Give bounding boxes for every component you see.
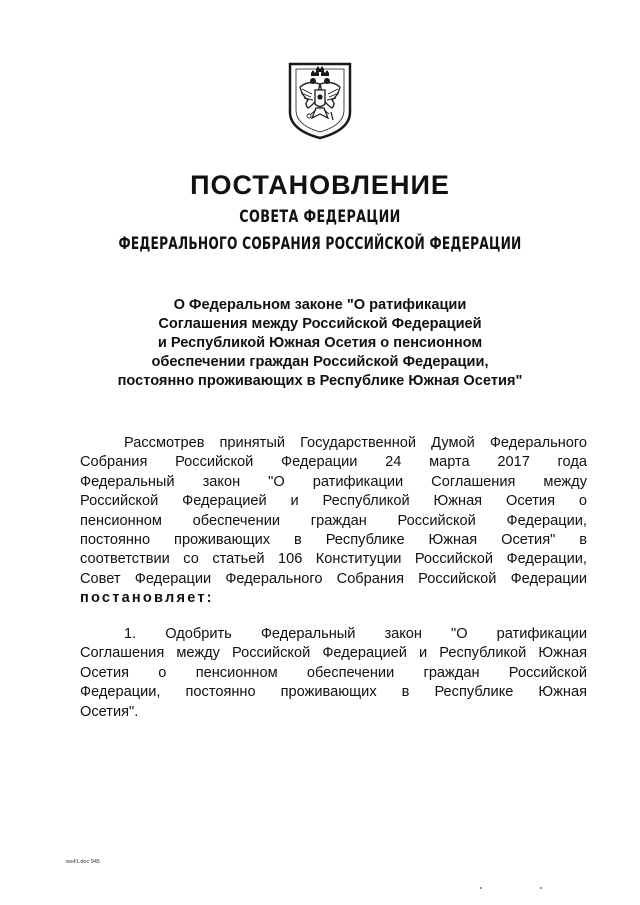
body-line: Осетия о пенсионном обеспечении граждан Российской — [80, 664, 587, 681]
document-subtitle-assembly: ФЕДЕРАЛЬНОГО СОБРАНИЯ РОССИЙСКОЙ ФЕДЕРАЦИИ — [118, 234, 522, 254]
decree-word: постановляет: — [80, 590, 214, 607]
document-subtitle-council: СОВЕТА ФЕДЕРАЦИИ — [239, 207, 401, 227]
preamble-paragraph — [80, 434, 587, 609]
subject-line: О Федеральном законе "О ратификации — [173, 297, 467, 313]
body-line: пенсионном обеспечении граждан Российской Федерации, — [80, 512, 587, 529]
document-title: ПОСТАНОВЛЕНИЕ — [190, 170, 450, 200]
body-line: соответствии со статьей 106 Конституции Российской Федерации, — [80, 551, 587, 568]
body-line: Собрания Российской Федерации 24 марта 2017 года — [80, 454, 587, 471]
subject-line: постоянно проживающих в Республике Южная Осетия" — [117, 373, 523, 389]
document-file-code: ws41.doc 945 — [66, 859, 100, 865]
document-subject — [80, 296, 560, 391]
body-line: Федеральный закон "О ратификации Соглашения между — [80, 473, 587, 490]
subject-line: и Республикой Южная Осетия о пенсионном — [157, 335, 483, 351]
body-line: Рассмотрев принятый Государственной Думой Федерального — [124, 435, 587, 451]
body-line: Совет Федерации Федерального Собрания Российской Федерации — [80, 570, 587, 587]
resolution-item-1 — [80, 625, 587, 722]
body-line: Федерации, постоянно проживающих в Республике Южная — [80, 684, 587, 701]
russian-coat-of-arms-icon — [286, 60, 354, 140]
body-line: 1. Одобрить Федеральный закон "О ратификации — [124, 626, 587, 642]
body-line: Соглашения между Российской Федерацией и Республикой Южная — [80, 645, 587, 662]
body-line: постоянно проживающих в Республике Южная Осетия" в — [80, 532, 587, 549]
body-line: Осетия". — [80, 703, 139, 720]
scan-speck — [480, 887, 482, 889]
subject-line: обеспечении граждан Российской Федерации, — [151, 354, 489, 370]
scan-speck — [540, 887, 542, 889]
body-line: Российской Федерацией и Республикой Южная Осетия о — [80, 493, 587, 510]
subject-line: Соглашения между Российской Федерацией — [158, 316, 482, 332]
